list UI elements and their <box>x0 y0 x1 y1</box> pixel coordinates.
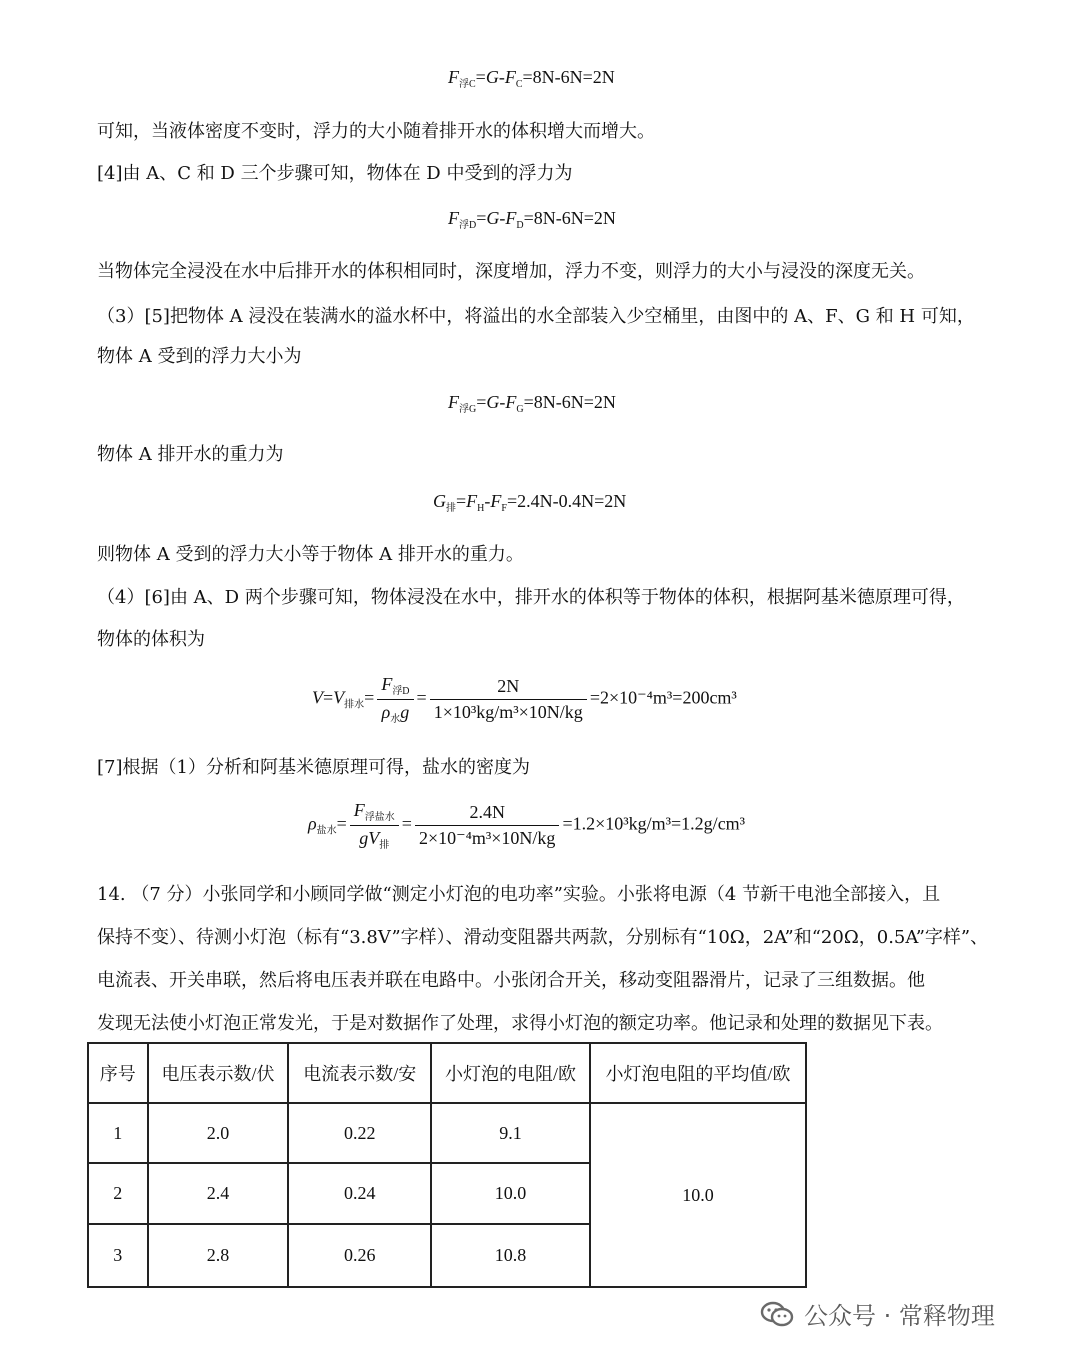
equation-buoyancy-d: $F_{浮D}=G-F_D=8N-6N=2N$ <box>448 208 616 231</box>
table-cell: 0.24 <box>288 1163 431 1224</box>
equation-buoyancy-c: $F_{浮C}=G-F_C=8N-6N=2N$ <box>448 67 615 90</box>
table-cell: 3 <box>88 1224 148 1287</box>
table-header: 电压表示数/伏 <box>148 1043 289 1103</box>
text-line: [7]根据（1）分析和阿基米德原理可得，盐水的密度为 <box>97 757 530 778</box>
watermark <box>760 1296 995 1331</box>
table-cell: 10.0 <box>431 1163 590 1224</box>
table-cell: 10.8 <box>431 1224 590 1287</box>
fraction: $\frac{F_{浮盐水}}{gV_排}$ <box>350 800 399 851</box>
table-header: 电流表示数/安 <box>288 1043 431 1103</box>
wechat-icon <box>760 1300 794 1328</box>
text-line: 物体的体积为 <box>97 629 205 650</box>
table-cell-average: 10.0 <box>590 1103 806 1287</box>
text-line: （4）[6]由 A、D 两个步骤可知，物体浸没在水中，排开水的体积等于物体的体积，根据阿基米德原理可得， <box>97 587 965 608</box>
text-line: 物体 A 受到的浮力大小为 <box>97 346 302 367</box>
equation-displaced-weight: $G_排=F_H-F_F=2.4N-0.4N=2N$ <box>433 491 627 514</box>
equation-density: $\rho_{盐水}=$ $\frac{F_{浮盐水}}{gV_排}$ = $\frac{2.4N}{\text{2×10⁻⁴m³×10N/kg}}$ =1.2×10³kg/m³=1.2g/cm³ <box>308 800 746 851</box>
table-header: 序号 <box>88 1043 148 1103</box>
question-line: 14. （7 分）小张同学和小顾同学做“测定小灯泡的电功率”实验。小张将电源（4 节新干电池全部接入，且 <box>97 884 941 905</box>
table-header-row <box>88 1043 806 1103</box>
table-header: 小灯泡的电阻/欧 <box>431 1043 590 1103</box>
table-cell: 9.1 <box>431 1103 590 1163</box>
text-line: 可知，当液体密度不变时，浮力的大小随着排开水的体积增大而增大。 <box>97 121 655 142</box>
table-cell: 2.0 <box>148 1103 289 1163</box>
table-row <box>88 1103 806 1163</box>
table-cell: 2.4 <box>148 1163 289 1224</box>
fraction: $\frac{2.4N}{\text{2×10⁻⁴m³×10N/kg}}$ <box>415 802 559 849</box>
text-line: 当物体完全浸没在水中后排开水的体积相同时，深度增加，浮力不变，则浮力的大小与浸没的深度无关。 <box>97 261 925 282</box>
equation-volume: $V=V_{排水}=$ $\frac{F_{浮D}}{\rho_水g}$ = $\frac{2N}{\text{1×10³kg/m³×10N/kg}}$ =2×10⁻⁴m³=200cm³ <box>312 674 737 725</box>
fraction: $\frac{2N}{\text{1×10³kg/m³×10N/kg}}$ <box>430 676 587 723</box>
question-line: 发现无法使小灯泡正常发光，于是对数据作了处理，求得小灯泡的额定功率。他记录和处理的数据见下表。 <box>97 1013 943 1034</box>
question-line: 电流表、开关串联，然后将电压表并联在电路中。小张闭合开关，移动变阻器滑片，记录了三组数据。他 <box>97 970 925 991</box>
text-line: [4]由 A、C 和 D 三个步骤可知，物体在 D 中受到的浮力为 <box>97 163 573 184</box>
data-table <box>87 1042 807 1288</box>
table-cell: 1 <box>88 1103 148 1163</box>
text-line: 则物体 A 受到的浮力大小等于物体 A 排开水的重力。 <box>97 544 524 565</box>
equation-buoyancy-g: $F_{浮G}=G-F_G=8N-6N=2N$ <box>448 392 616 415</box>
watermark-text: 公众号 · 常释物理 <box>804 1302 995 1330</box>
text-line: （3）[5]把物体 A 浸没在装满水的溢水杯中，将溢出的水全部装入少空桶里，由图中的 A、F、G 和 H 可知， <box>97 306 975 327</box>
question-line: 保持不变）、待测小灯泡（标有“3.8V”字样）、滑动变阻器共两款，分别标有“10Ω，2A”和“20Ω，0.5A”字样”、 <box>97 927 989 948</box>
text-line: 物体 A 排开水的重力为 <box>97 444 284 465</box>
table-cell: 2 <box>88 1163 148 1224</box>
table-cell: 0.22 <box>288 1103 431 1163</box>
table-cell: 0.26 <box>288 1224 431 1287</box>
table-header: 小灯泡电阻的平均值/欧 <box>590 1043 806 1103</box>
fraction: $\frac{F_{浮D}}{\rho_水g}$ <box>377 674 413 725</box>
table-cell: 2.8 <box>148 1224 289 1287</box>
